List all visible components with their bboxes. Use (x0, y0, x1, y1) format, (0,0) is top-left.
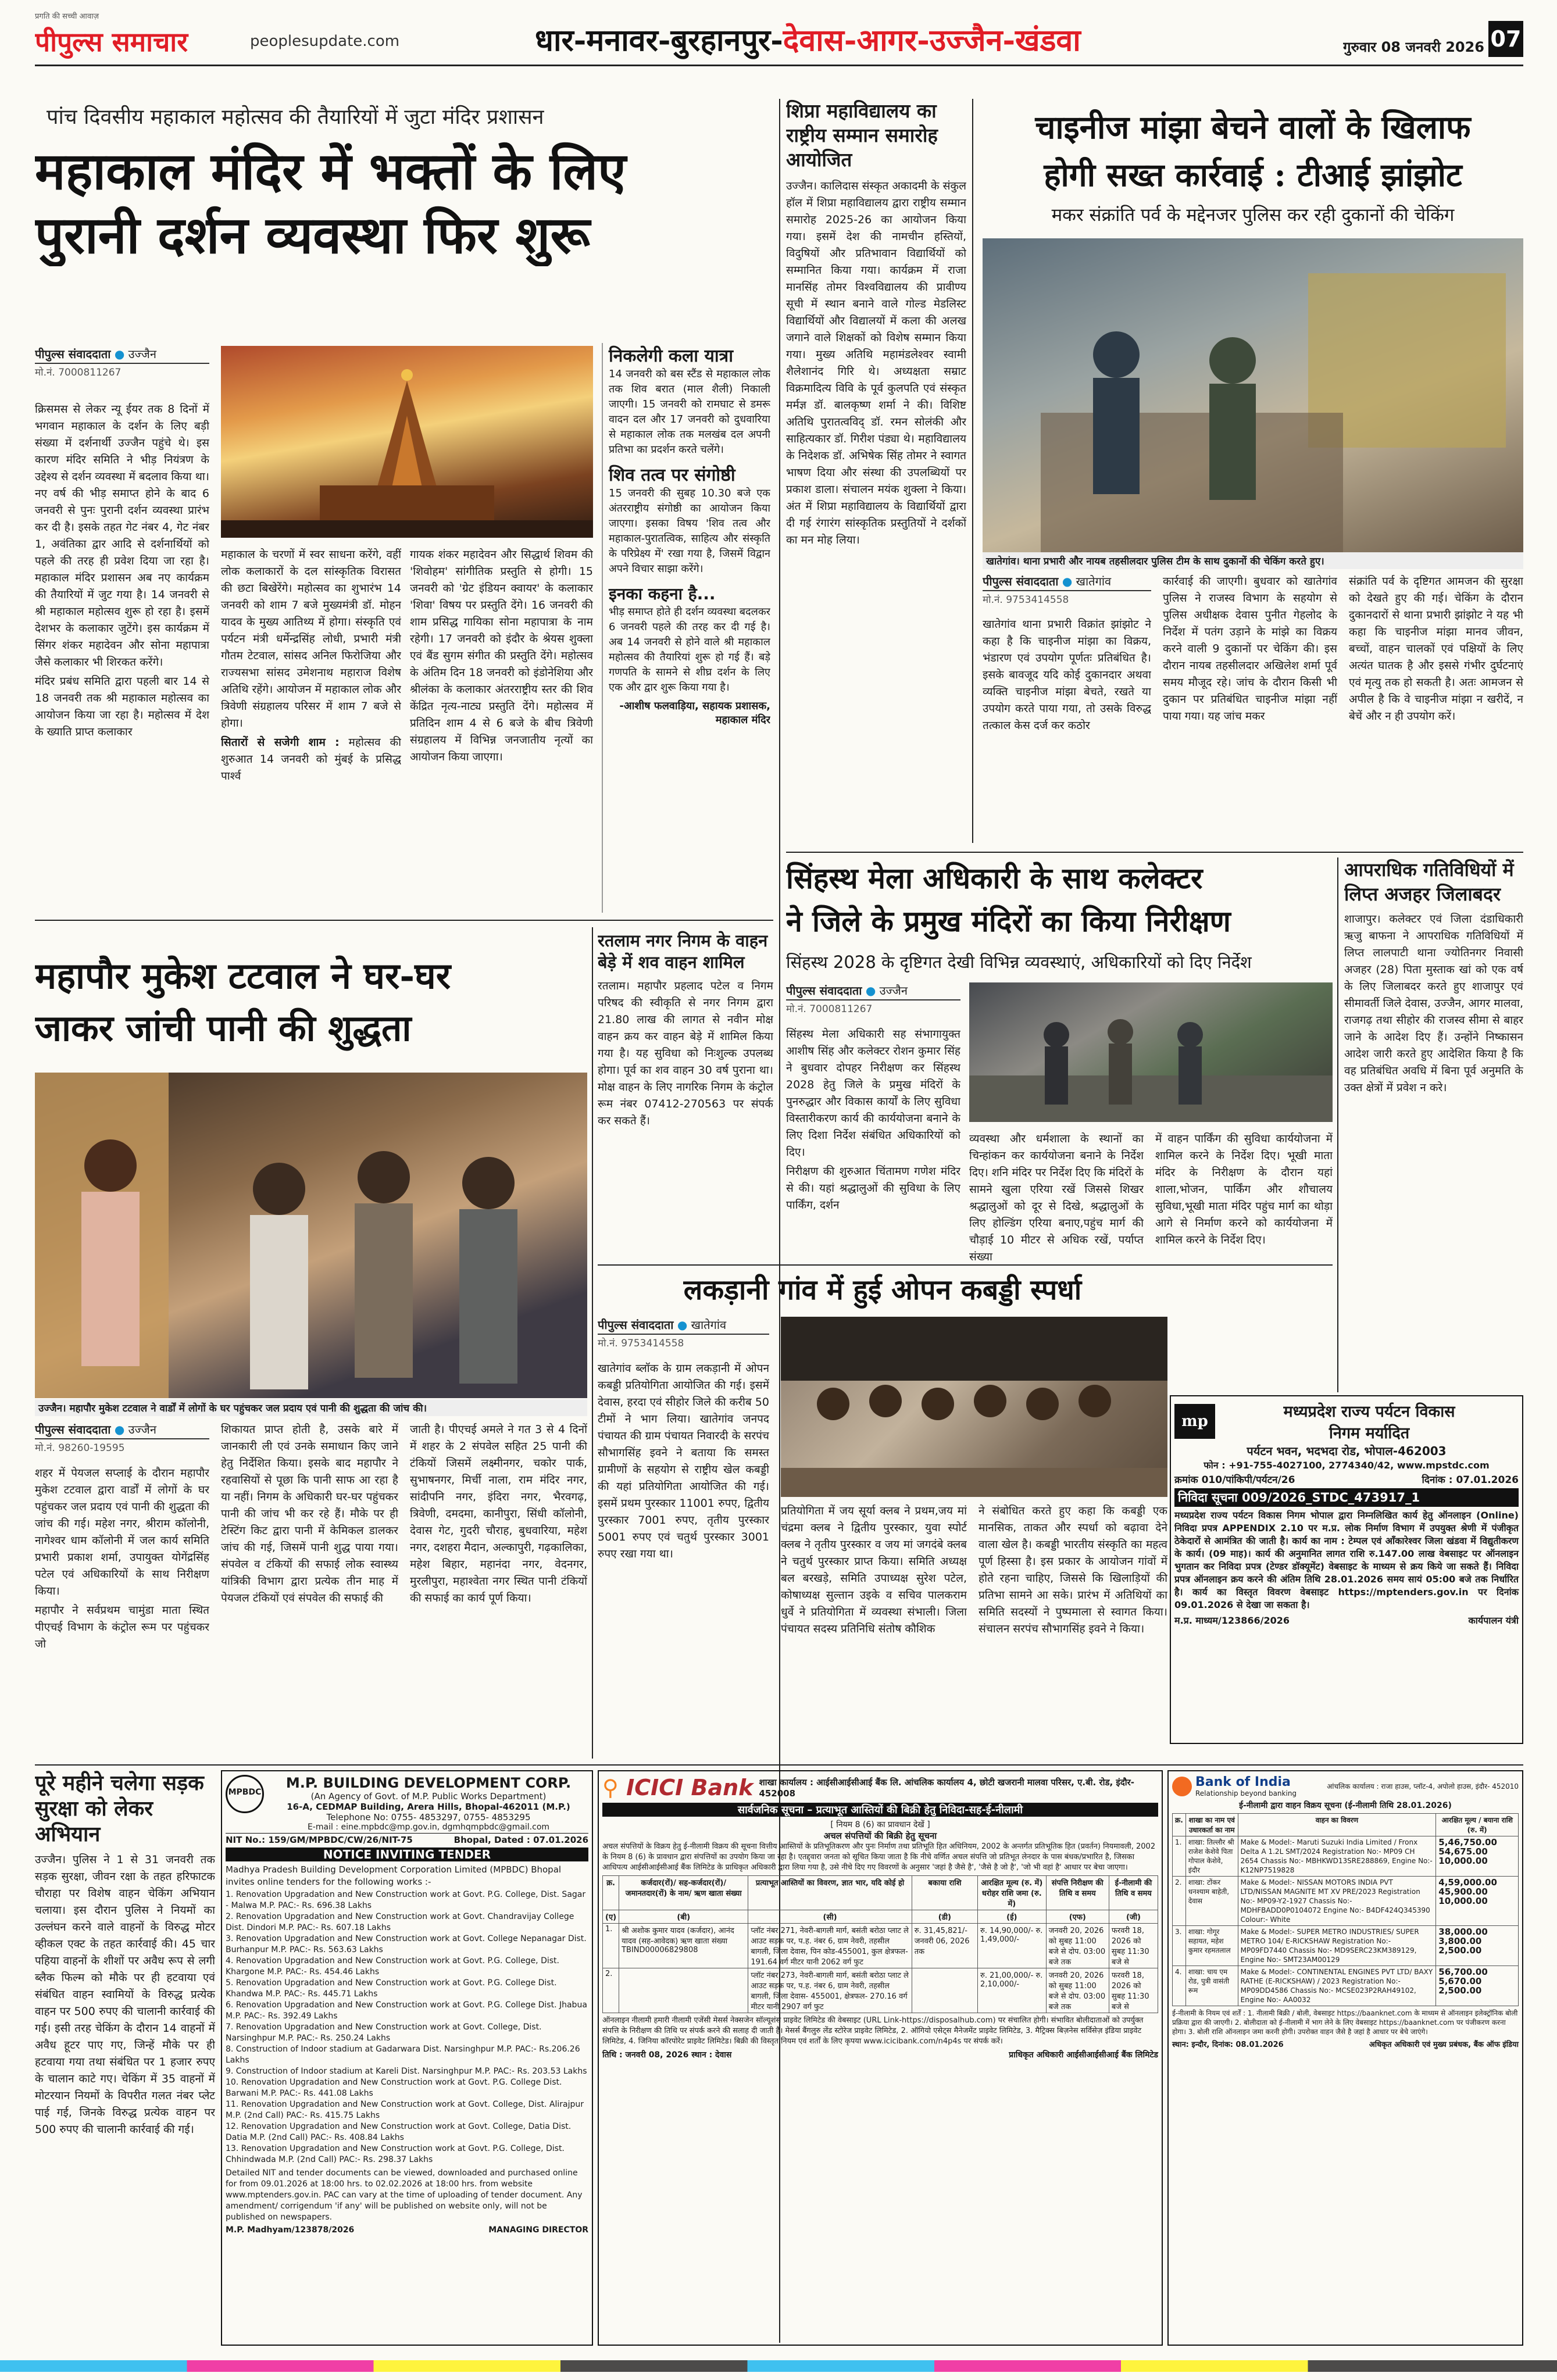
table-header-cell: क्र. (603, 1876, 619, 1910)
table-header-cell: (ए) (603, 1910, 619, 1924)
mptdc-ref: क्रमांक 010/पांकिपी/पर्यटन/26 (1174, 1474, 1295, 1486)
mpbdc-address: 16-A, CEDMAP Building, Arera Hills, Bhopal-462011 (M.P.) (287, 1802, 570, 1812)
table-cell: शाखा: चाय एम रोड, पुत्री वासंती रूम (1185, 1966, 1238, 2006)
story-shipra (786, 99, 966, 849)
icici-auction-ad (598, 1770, 1163, 2346)
list-item: 7. Renovation Upgradation and New Construction work at Govt. College, Dist. Narsinghpur M.P. PAC:- Rs. 250.24 Lakhs (226, 2022, 542, 2043)
story-paragraph: महाकाल के चरणों में स्वर साधना करेंगे, वहीं लोक कलाकारों के दल सांस्कृतिक विरासत की छटा बिखेरेंगे। महोत्सव का शुभारंभ 14 जनवरी को शाम 7 बजे मुख्यमंत्री डॉ. मोहन यादव के मुख्य आतिथ्य में होगा। संस्कृति एवं पर्यटन मंत्री धर्मेन्द्रसिंह लोधी, प्रभारी मंत्री गौतम टेटवाल, सांसद अनिल फिरोजिया और राज्यसभा सांसद उमेशनाथ महाराज विशेष अतिथि रहेंगे। आयोजन में महाकाल लोक और त्रिवेणी संग्रहालय परिसर में शाम 7 बजे से होगा। (221, 548, 401, 730)
list-item: 10. Renovation Upgradation and New Construction work at Govt. P.G. College Dist. Barwani M.P. PAC:- Rs. 441.08 Lakhs (226, 2078, 562, 2098)
masthead-page-no: 07 (1488, 21, 1523, 57)
story-body: संक्रांति पर्व के दृष्टिगत आमजन की सुरक्षा को देखते हुए की गई। चेकिंग के दौरान दुकानदारों से थाना प्रभारी झांझोट ने यह भी कहा कि चाइनीज मांझा मानव जीवन, बच्चों, वाहन चालकों एवं पक्षियों के लिए अत्यंत घातक है और इससे गंभीर दुर्घटनाएं एवं मृत्यु तक हो सकती है। अतः आमजन से अपील है कि वे चाइनीज मांझा न खरीदें, न बेचें और न ही उपयोग करें। (1349, 575, 1523, 723)
table-cell: रु. 21,00,000/- रु. 2,10,000/- (978, 1968, 1047, 2013)
byline-name: पीपुल्स संवाददाता (786, 984, 862, 998)
table-body (603, 1924, 1158, 2013)
mpbdc-notice-title: NOTICE INVITING TENDER (226, 1847, 588, 1861)
story-paragraph: निरीक्षण की शुरुआत चिंतामण गणेश मंदिर से की। यहां श्रद्धालुओं की सुविधा के लिए पार्किंग, दर्शन (786, 1165, 960, 1212)
byline-mobile: मो.नं. 9753414558 (598, 1338, 684, 1349)
table-header-cell: (बी) (619, 1910, 748, 1924)
story-headline: महापौर मुकेश टटवाल ने घर-घर (35, 955, 451, 997)
mptdc-phone: फोन : +91-755-4027100, 2774340/42, www.mpstdc.com (1204, 1460, 1490, 1471)
boi-sign: अधिकृत अधिकारी एवं मुख्य प्रबंधक, बैंक ऑफ इंडिया (1369, 2040, 1519, 2049)
byline-name: पीपुल्स संवाददाता (35, 347, 111, 361)
mptdc-org: निगम मर्यादित (1329, 1424, 1410, 1442)
story-paragraph: क्रिसमस से लेकर न्यू ईयर तक 8 दिनों में भगवान महाकाल के दर्शन के लिए बड़ी संख्या में दर्शनार्थी उज्जैन पहुंचे थे। इस कारण मंदिर समिति ने भीड़ नियंत्रण के उद्देश्य से दर्शन व्यवस्था में बदलाव किया था। नए वर्ष की भीड़ समाप्त होने के बाद 6 जनवरी से पुनः पुरानी दर्शन व्यवस्था प्रारंभ कर दी है। इसके तहत गेट नंबर 4, गेट नंबर 1, अवंतिका द्वार आदि से दर्शनार्थियों को पहले की तरह ही प्रवेश दिया जा रहा है। महाकाल मंदिर प्रशासन अब नए कार्यक्रम की तैयारियों में जुट गया है। 14 जनवरी से श्री महाकाल महोत्सव शुरू हो रहा है। इसमें देशभर के कलाकार जुटेंगे। इस कार्यक्रम में सिंगर शंकर महादेवन और सोना महापात्रा जैसे कलाकार भी शिरकत करेंगे। (35, 403, 209, 669)
story-headline: शिप्रा महाविद्यालय का राष्ट्रीय सम्मान समारोह आयोजित (786, 99, 938, 171)
boi-office: आंचलिक कार्यालय : राजा हाउस, प्लॉट-4, अपोलो हाउस, इंदौर- 452010 (1327, 1782, 1519, 1791)
icici-date-place: तिथि : जनवरी 08, 2026 स्थान : देवास (602, 2050, 732, 2060)
table-cell: जनवरी 20, 2026 को सुबह 11:00 बजे से दोप. 03:00 बजे तक (1046, 1924, 1109, 1968)
byline-mobile: मो.नं. 9753414558 (983, 594, 1069, 606)
column-divider (1337, 857, 1338, 1392)
boi-vehicle-table (1172, 1813, 1519, 2006)
mpbdc-emblem-icon: MPBDC (226, 1775, 264, 1813)
mpbdc-org: M.P. BUILDING DEVELOPMENT CORP. (285, 1775, 572, 1791)
story-body: शाजापुर। कलेक्टर एवं जिला दंडाधिकारी ऋजु बाफना ने आपराधिक गतिविधियों में लिप्त लालपाटी थाना ज्योतिनगर निवासी अजहर (28) पिता मुस्ताक खां को एक वर्ष के लिए जिलाबदर करते हुए शाजापुर एवं सीमावर्ती जिले देवास, उज्जैन, आगर मालवा, राजगढ़ तथा सीहोर की राजस्व सीमा से बाहर जाने के आदेश दिए हैं। उन्होंने निष्कासन आदेश जारी करते हुए आदेशित किया है कि वह प्रतिबंधित अवधि में बिना पूर्व अनुमति के उक्त क्षेत्रों में प्रवेश न करे। (1344, 913, 1523, 1094)
story-sidebar (602, 343, 770, 913)
list-item: 13. Renovation Upgradation and New Construction work at Govt. P.G. College, Dist. Chhindwada M.P. (2nd Call) PAC:- Rs. 298.37 Lakhs (226, 2144, 565, 2164)
byline-dot: ● (865, 984, 876, 998)
masthead-region (535, 19, 1349, 60)
story-deck: मकर संक्रांति पर्व के मद्देनजर पुलिस कर रही दुकानों की चेकिंग (1051, 205, 1455, 226)
boi-auction-ad (1167, 1770, 1523, 2346)
mpbdc-tender-ad (221, 1770, 593, 2346)
icici-sub: अचल संपत्तियों की बिक्री हेतु सूचना (823, 1831, 937, 1841)
boi-logo-icon (1172, 1777, 1192, 1796)
table-cell: 4,59,000.00 45,900.00 10,000.00 (1436, 1877, 1519, 1926)
story-body: जाती है। पीएचई अमले ने गत 3 से 4 दिनों में शहर के 2 संपवेल सहित 25 पानी की टंकियों जिसमें लक्ष्मीनगर, चकोर पार्क, सुभाषनगर, मिर्ची नाला, राम मंदिर नगर, सांदीपनि नगर, इंदिरा नगर, भैरवगढ़, त्रिवेणी, दमदमा, कानीपुरा, सिंधी कॉलोनी, देवास गेट, गुदरी चौराह, बुधवारिया, महेश नगर, दशहरा मैदान, अल्कापुरी, गढ़कालिका, महेश बिहार, महानंदा नगर, वेदनगर, मुरलीपुरा, महाश्वेता नगर स्थित पानी टंकियों की सफाई का कार्य पूर्ण किया। (410, 1423, 587, 1604)
photo-caption: उज्जैन। महापौर मुकेश टटवाल ने वार्डों में लोगों के घर पहुंचकर जल प्रदाय एवं पानी की शुद्धता की जांच की। (35, 1399, 587, 1416)
kabaddi-team-illustration (781, 1317, 1167, 1497)
table-cell: Make & Model:- CONTINENTAL ENGINES PVT LTD/ BAXY RATHE (E-RICKSHAW) / 2023 Registration No:- MP09DD4586 Chassis No:- MCSE023P2RAH49102, Engine No:- AA0032 (1238, 1966, 1436, 2006)
table-cell: Make & Model:- NISSAN MOTORS INDIA PVT LTD/NISSAN MAGNITE MT XV PRE/2023 Registration No:- MP09-Y2-1927 Chassis No:- MDHFBADD0P0104072 Engine No:- B4DF424Q345390 Colour:- White (1238, 1877, 1436, 1926)
sidebar-title: निकलेगी कला यात्रा (609, 346, 733, 366)
story-ajhar (1344, 857, 1523, 1392)
boi-bank-name: Bank of India (1195, 1775, 1291, 1789)
mpbdc-footer: Detailed NIT and tender documents can be viewed, downloaded and purchased online for from 09.01.2026 at 18:00 hrs. to 02.02.2026 at 18:00 hrs. from website www.mptenders.gov.in. PAC can vary at the time of uploading of tender document. Any amendment/ corrigendum 'if any' will be published on website only, will not be published on newspapers. (226, 2168, 583, 2222)
story-ratlam (598, 930, 773, 1256)
story-headline: आपराधिक गतिविधियों में लिप्त अजहर जिलाबदर (1344, 859, 1514, 905)
mpbdc-tel: Telephone No: 0755- 4853297, 0755- 4853295 (326, 1812, 531, 1822)
section-divider (598, 1264, 1333, 1266)
shop-scene-illustration (983, 238, 1523, 552)
table-cell: 4. (1173, 1966, 1186, 2006)
icici-property-table (602, 1875, 1158, 2013)
table-cell: प्लॉट नंबर 273, नेवरी-बागली मार्ग, बसंती बरोठा प्लाट ले आउट सड़क पर, प.ह. नंबर 6, ग्राम नेवरी, तहसील बागली, जिला देवास- 455001, क्षेत्रफल- 270.16 वर्ग मीटर यानी 2907 वर्ग फुट (748, 1968, 912, 2013)
icici-logo (602, 1775, 753, 1800)
story-body: ने संबोधित करते हुए कहा कि कबड्डी एक मानसिक, ताकत और स्पर्धा को बढ़ावा देने वाला खेल है। कबड्डी भारतीय संस्कृति का महत्व पूर्ण हिस्सा है। इस प्रकार के आयोजन गांवों में होते रहना चाहिए, जिससे कि खिलाड़ियों की प्रतिभा सामने आ सके। प्रारंभ में अतिथियों का समिति सदस्यों ने पुष्पमाला से स्वागत किया। संचालन सरपंच सौभागसिंह इवने ने किया। (979, 1505, 1167, 1635)
mayor-water-photo (35, 1073, 587, 1398)
story-headline: चाइनीज मांझा बेचने वालों के खिलाफ (1035, 108, 1471, 146)
table-header-cell: आरक्षित मूल्य (रु. में) धरोहर राशि जमा (रु. में) (978, 1876, 1047, 1910)
table-header-cell: ई-नीलामी की तिथि व समय (1109, 1876, 1158, 1910)
story-body: शिकायत प्राप्त होती है, उसके बारे में जानकारी ली एवं उनके समाधान किए जाने हेतु निर्देशित किया। इसके बाद महापौर ने रहवासियों से पूछा कि पानी साफ आ रहा है या नहीं। निगम के अधिकारी घर-घर पहुंचकर पानी की जांच भी कर रहे हैं। मौके पर ही टेस्टिंग किट द्वारा पानी में केमिकल डालकर जांच की गई, जिसमें पानी शुद्ध पाया गया। संपवेल व टंकियों की सफाई लोक स्वास्थ्य यांत्रिकी विभाग द्वारा प्रत्येक तीन माह में पेयजल टंकियों एवं संपवेल की सफाई की (221, 1423, 398, 1604)
table-cell: श्री अशोक कुमार यादव (कर्जदार), आनंद यादव (सह-आवेदक) ऋण खाता संख्या TBIND00006829808 (619, 1924, 748, 1968)
mahakal-temple-photo (221, 346, 593, 538)
mpbdc-madhyam: M.P. Madhyam/123878/2026 (226, 2225, 355, 2235)
story-headline: महाकाल मंदिर में भक्तों के लिए (35, 141, 626, 201)
mptdc-logo-icon: mp (1174, 1404, 1215, 1439)
mptdc-body: मध्यप्रदेश राज्य पर्यटन विकास निगम भोपाल द्वारा निम्नलिखित कार्य हेतु ऑनलाइन (Online) निविदा प्रपत्र APPENDIX 2.10 पर म.प्र. लोक निर्माण विभाग में उपयुक्त श्रेणी में पंजीकृत ठेकेदारों से आमंत्रित की जाती है। कार्य का नाम : टेम्पल एवं ऑंकारेश्वर जिला खंडवा में विद्युतीकरण के कार्य। (09 माह)। कार्य की अनुमानित लागत राशि रु.147.00 लाख वेबसाइट पर ऑनलाइन भुगतान कर निविदा प्रपत्र (टेण्डर डॉक्यूमेंट) वेबसाइट के माध्यम से क्रय किये जा सकते हैं। निविदा प्रपत्र ऑनलाइन क्रय करने की अंतिम तिथि 28.01.2026 समय सायं 05:00 बजे तक निर्धारित है। कार्य का विस्तृत विवरण वेबसाइट https://mptenders.gov.in पर दिनांक 09.01.2026 से देखा जा सकता है। (1174, 1510, 1519, 1610)
column-divider (592, 927, 593, 1759)
table-header-cell: कर्जदार(रों)/ सह-कर्जदार(रों)/ जमानतदार(रों) के नाम/ ऋण खाता संख्या (619, 1876, 748, 1910)
story-simhastha (786, 857, 1333, 1305)
mpbdc-nit-no: NIT No.: 159/GM/MPBDC/CW/26/NIT-75 (226, 1835, 413, 1845)
mpbdc-sign: MANAGING DIRECTOR (488, 2225, 588, 2235)
story-subhead: सितारों से सजेगी शाम : (221, 736, 340, 749)
quote-text: भीड़ समाप्त होते ही दर्शन व्यवस्था बदलकर 6 जनवरी पहले की तरह कर दी गई है। अब 14 जनवरी से होने वाले श्री महाकाल महोत्सव की तैयारियां शुरू हो गई हैं। बड़े गणपति के सामने से शीघ्र दर्शन के लिए एक और द्वार शुरू किया गया है। (609, 606, 770, 694)
story-body (221, 546, 401, 913)
list-item: 5. Renovation Upgradation and New Construction work at Govt. P.G. College Dist. Khandwa M.P. PAC:- Rs. 445.71 Lakhs (226, 1978, 557, 1999)
story-body: खातेगांव थाना प्रभारी विक्रांत झांझोट ने कहा है कि चाइनीज मांझा का विक्रय, भंडारण एवं उपयोग पूर्णतः प्रतिबंधित है। इसके बावजूद यदि कोई दुकानदार अथवा व्यक्ति चाइनीज मांझा बेचते, रखते या उपयोग करते पाया गया, तो उसके विरुद्ध तत्काल केस दर्ज कर कठोर (983, 618, 1151, 732)
masthead-site: peoplesupdate.com (250, 33, 400, 50)
table-header-cell: (एफ) (1046, 1910, 1109, 1924)
column-divider (972, 99, 973, 843)
story-headline: सिंहस्थ मेला अधिकारी के साथ कलेक्टर (786, 861, 1203, 895)
table-cell: Make & Model:- Maruti Suzuki India Limited / Fronx Delta A 1.2L SMT/2024 Registration No:- MP09 CH 2654 Chassis No:- MBHKWD13SRE288869, Engine No:- K12NP7519828 (1238, 1836, 1436, 1877)
list-item: 8. Construction of Indoor stadium at Gadarwara Dist. Narsinghpur M.P. PAC:- Rs.206.26 Lakhs (226, 2045, 580, 2065)
story-water (35, 927, 587, 1759)
table-header-cell: (डी) (912, 1910, 977, 1924)
table-cell: 1. (1173, 1836, 1186, 1877)
story-paragraph: महोत्सव की शुरुआत 14 जनवरी को मुंबई के प्रसिद्ध पार्श्व (221, 736, 401, 782)
story-manjha (983, 99, 1523, 849)
list-item: 2. Renovation Upgradation and New Construction work at Govt. Chandravijay College Dist. Dindori M.P. PAC:- Rs. 607.18 Lakhs (226, 1912, 574, 1932)
kabaddi-team-photo (781, 1317, 1167, 1497)
icici-rule: [ नियम 8 (6) का प्रावधान देखें ] (830, 1820, 930, 1829)
icici-notice-strip: सार्वजनिक सूचना – प्रत्याभूत आस्तियों की बिक्री हेतु निविदा-सह-ई-नीलामी (602, 1803, 1158, 1817)
icici-bank-name: ICICI Bank (626, 1775, 753, 1800)
table-cell: 5,46,750.00 54,675.00 10,000.00 (1436, 1836, 1519, 1877)
table-header-row (603, 1876, 1158, 1910)
table-cell (619, 1968, 748, 2013)
table-header-cell: (जी) (1109, 1910, 1158, 1924)
byline-name: पीपुल्स संवाददाता (983, 574, 1059, 588)
table-row (603, 1924, 1158, 1968)
story-headline: रतलाम नगर निगम के वाहन बेड़े में शव वाहन शामिल (598, 931, 768, 972)
masthead-tagline: प्रगति की सच्ची आवाज़ (35, 12, 99, 21)
table-cell: शाखा: गोगूर सहायत, महेश कुमार रहमतलाल (1185, 1926, 1238, 1966)
story-body: उज्जैन। कालिदास संस्कृत अकादमी के संकुल हॉल में शिप्रा महाविद्यालय द्वारा राष्ट्रीय सम्मान समारोह 2025-26 का आयोजन किया गया। इसमें देश की नामचीन हस्तियों, विदुषियों और प्रतिभावान विद्यार्थियों को सम्मानित किया गया। कार्यक्रम में राजा मानसिंह तोमर विश्वविद्यालय की प्रावीण्य सूची में स्थान बनाने वाले गोल्ड मेडलिस्ट विद्यार्थियों और विद्यालयों में कला की अलख जगाने वाले शिक्षकों को विशेष सम्मान किया गया। मुख्य अतिथि महामंडलेश्वर स्वामी शैलेशानंद गिरि थे। अध्यक्षता सम्राट विक्रमादित्य विवि के पूर्व कुलपति एवं संस्कृत मर्मज्ञ डॉ. बालकृष्ण शर्मा ने की। विशिष्ट अतिथि पुरातत्वविद् डॉ. रमन सोलंकी और साहित्यकार डॉ. गिरीश पंड्या थे। महाविद्यालय के निदेशक डॉ. अभिषेक सिंह तोमर ने स्वागत भाषण दिया और संस्था की उपलब्धियों पर प्रकाश डाला। संचालन मयंक शुक्ला ने किया। अंत में शिप्रा महाविद्यालय के विद्यार्थियों द्वारा दी गई रंगारंग सांस्कृतिक प्रस्तुतियों ने दर्शकों का मन मोह लिया। (786, 180, 966, 546)
byline-dot: ● (114, 1423, 125, 1436)
sidebar-text: 15 जनवरी की सुबह 10.30 बजे एक अंतरराष्ट्रीय संगोष्ठी का आयोजन किया जाएगा। इसका विषय 'शिव तत्व और महाकाल-पुरातत्विक, साहित्य और संस्कृति के परिप्रेक्ष्य में' रखा गया है, जिसमें विद्वान अपने विचार साझा करेंगे। (609, 487, 770, 575)
mptdc-sign: कार्यपालन यंत्री (1468, 1615, 1519, 1626)
table-header-cell: वाहन का विवरण (1238, 1814, 1436, 1836)
table-cell: 2. (603, 1968, 619, 2013)
story-paragraph: शहर में पेयजल सप्लाई के दौरान महापौर मुकेश टटवाल द्वारा वार्डों में लोगों के घर पहुंचकर जल प्रदाय एवं पानी की शुद्धता की जांच की गई। महेश नगर, श्रीराम कॉलोनी, नागेश्वर धाम कॉलोनी में जल कार्य समिति प्रभारी प्रकाश शर्मा, उपायुक्त योगेंद्रसिंह पटेल एवं अधिकारियों के साथ निरीक्षण किया। (35, 1467, 209, 1598)
masthead-logo: पीपुल्स समाचार (35, 26, 188, 58)
story-body (35, 401, 209, 913)
icici-sign: प्राधिकृत अधिकारी आईसीआईसीआई बैंक लिमिटेड (1009, 2050, 1158, 2060)
table-header-cell: बकाया राशि (912, 1876, 977, 1910)
table-header-row (1173, 1814, 1519, 1836)
story-paragraph: सिंहस्थ मेला अधिकारी सह संभागायुक्त आशीष सिंह और कलेक्टर रोशन कुमार सिंह ने बुधवार दोपहर निरीक्षण कर सिंहस्थ 2028 हेतु जिले के प्रमुख मंदिरों के पुनरुद्धार और विकास कार्यों के लिए सुविधा विस्तारीकरण कार्य की कार्ययोजना बनाने के लिए दिशा निर्देश संबंधित अधिकारियों को दिए। (786, 1028, 960, 1159)
byline-mobile: मो.नं. 7000811267 (35, 367, 122, 378)
story-headline: लकड़ानी गांव में हुई ओपन कबड्डी स्पर्धा (683, 1274, 1082, 1306)
section-divider (35, 920, 773, 921)
boi-footer: ई-नीलामी के नियम एवं शर्तें : 1. नीलामी बिक्री / बोली, वेबसाइट https://baanknet.com के माध्यम से ऑनलाइन इलेक्ट्रॉनिक बोली प्रक्रिया द्वारा की जाएगी। 2. बोलीदाता को ई-नीलामी में भाग लेने के लिए वेबसाइट https://baanknet.com पर पंजीकरण करना होगा। 3. बोली राशि ऑनलाइन जमा करनी होगी। उपरोक्त वाहन जैसे है जहां है आधार पर बेचे जाएंगे। (1172, 2009, 1518, 2036)
quote-attribution: -आशीष फलवाड़िया, सहायक प्रशासक, महाकाल मंदिर (619, 700, 770, 726)
list-item: 6. Renovation Upgradation and New Construction work at Govt. P.G. College Dist. Jhabua M.P. PAC:- Rs. 392.49 Lakhs (226, 2000, 587, 2021)
temple-illustration (221, 346, 593, 538)
boi-tag: Relationship beyond banking (1195, 1789, 1297, 1797)
quote-title: इनका कहना है... (609, 584, 716, 603)
story-byline (35, 346, 209, 378)
table-header-cell: (ई) (978, 1910, 1047, 1924)
story-byline (786, 982, 960, 1015)
masthead (35, 10, 1523, 66)
story-headline: ने जिले के प्रमुख मंदिरों का किया निरीक्षण (786, 904, 1231, 938)
story-headline: होगी सख्त कार्रवाई : टीआई झांझोट (1044, 156, 1462, 194)
table-cell: प्लॉट नंबर 271, नेवरी-बागली मार्ग, बसंती बरोठा प्लाट ले आउट सड़क पर, प.ह. नंबर 6, ग्राम नेवरी, तहसील बागली, जिला देवास, पिन कोड-455001, कुल क्षेत्रफल- 191.64 वर्ग मीटर यानी 2062 वर्ग फुट (748, 1924, 912, 1968)
table-row (1173, 1926, 1519, 1966)
story-body: रतलाम। महापौर प्रहलाद पटेल व निगम परिषद की स्वीकृति से नगर निगम द्वारा 21.80 लाख की लागत से नवीन मोक्ष वाहन क्रय कर वाहन बेड़े में शामिल किया गया है। यह सुविधा को निःशुल्क उपलब्ध होगा। पूर्व का शव वाहन 30 वर्ष पुराना था। मोक्ष वाहन के लिए नागरिक निगम के कंट्रोल रूम नंबर 07412-270563 पर संपर्क कर सकते हैं। (598, 980, 773, 1127)
story-paragraph: गायक शंकर महादेवन और सिद्धार्थ शिवम की 'शिवोहम' सांगीतिक प्रस्तुति से होगी। 15 जनवरी को 'ग्रेट इंडियन क्वायर' के कलाकार 'शिवा' विषय पर प्रस्तुति देंगे। 16 जनवरी की शाम प्रसिद्ध गायिका सोना महापात्रा के नाम रहेगी। 17 जनवरी को इंदौर के श्रेयस शुक्ला एवं बैंड सुगम संगीत की प्रस्तुति देंगे। महोत्सव के अंतिम दिन 18 जनवरी को इंडोनेशिया और श्रीलंका के कलाकार अंतरराष्ट्रीय स्तर की शिव केंद्रित नृत्य-नाट्य प्रस्तुति देंगे। महोत्सव में प्रतिदिन शाम 4 से 6 बजे के बीच त्रिवेणी संग्रहालय में विभिन्न जनजातीय नृत्यों का आयोजन किया जाएगा। (410, 548, 593, 763)
story-byline (598, 1317, 769, 1349)
police-checking-photo (983, 238, 1523, 552)
masthead-region-a: धार-मनावर-बुरहानपुर- (535, 23, 783, 58)
table-cell: 38,000.00 3,800.00 2,500.00 (1436, 1926, 1519, 1966)
boi-date-place: स्थान: इन्दौर, दिनांक: 08.01.2026 (1172, 2040, 1284, 2049)
table-cell: रु. 31,45,821/- जनवरी 06, 2026 तक (912, 1924, 977, 1968)
byline-mobile: मो.नं. 98260-19595 (35, 1442, 125, 1454)
section-divider (35, 1764, 1523, 1766)
byline-name: पीपुल्स संवाददाता (35, 1423, 111, 1436)
story-body: व्यवस्था और धर्मशाला के स्थानों का चिन्हांकन कर कार्ययोजना बनाने के निर्देश दिए। शनि मंदिर पर निर्देश दिए कि मंदिरों के सामने खुला एरिया रखें जिससे शिखर श्रद्धालुओं को दूर से दिखे, श्रद्धालुओं के लिए होल्डिंग एरिया बनाए,पहुंच मार्ग की चौड़ाई 10 मीटर से अधिक रखें, पर्याप्त संख्या (969, 1132, 1144, 1263)
table-cell: 2. (1173, 1877, 1186, 1926)
story-body: कार्रवाई की जाएगी। बुधवार को खातेगांव पुलिस ने राजस्व विभाग के सहयोग से पुलिस अधीक्षक देवास पुनीत गेहलोद के निर्देश में पतंग उड़ाने के मांझे का विक्रय करने वाली 9 दुकानों पर चेकिंग की। इस दौरान नायब तहसीलदार अखिलेश शर्मा पूर्व समय मौजूद रहे। जांच के दौरान किसी भी दुकान पर प्रतिबंधित चाइनीज मांझा नहीं पाया गया। यह जांच मकर (1163, 575, 1337, 723)
table-cell: 56,700.00 5,670.00 2,500.00 (1436, 1966, 1519, 2006)
icici-logo-icon: ⚲ (602, 1775, 619, 1800)
story-headline: जाकर जांची पानी की शुद्धता (35, 1007, 412, 1049)
officials-illustration (969, 982, 1333, 1122)
section-divider (786, 852, 1523, 853)
table-cell: Make & Model:- SUPER METRO INDUSTRIES/ SUPER METRO 104/ E-RICKSHAW Registration No:- MP09FD7440 Chassis No:- MD9SERC23KM389129, Engine No:- SMT23AM00129 (1238, 1926, 1436, 1966)
table-row (603, 1968, 1158, 2013)
mptdc-address: पर्यटन भवन, भदभदा रोड, भोपाल-462003 (1247, 1444, 1447, 1458)
icici-intro: अचल संपत्तियों के विक्रय हेतु ई-नीलामी विक्रय की सूचना वित्तीय आस्तियों के प्रतिभूतिकरण और पुनः निर्माण तथा प्रतिभूति हित अधिनियम, 2002 के अन्तर्गत प्रतिभूतिक हित (प्रवर्तन) नियमावली, 2002 के नियम 8 (6) के प्रावधान द्वारा संपत्तियों का उपयोग किया जा रहा है। एतद्द्वारा जनता को सूचित किया जाता है कि नीचे वर्णित अचल संपत्ति जो प्रतिभूत लेनदार के पास बंधक/प्रभारित है, जिसका आधिपत्य आईसीआईसीआई बैंक लिमिटेड के प्राधिकृत अधिकारी द्वारा लिया गया है, उसे नीचे दिए गए विवरणों के अनुसार 'जहां है जैसे है', 'जैसे है जो है', 'जो भी वहां है' आधार पर बेचा जाएगा। (602, 1842, 1156, 1872)
byline-place: उज्जैन (879, 984, 908, 998)
story-deck: सिंहस्थ 2028 के दृष्टिगत देखी विभिन्न व्यवस्थाएं, अधिकारियों को दिए निर्देश (786, 952, 1252, 972)
table-cell: जनवरी 20, 2026 को सुबह 11:00 बजे से दोप. 03:00 बजे तक (1046, 1968, 1109, 2013)
story-headline: पुरानी दर्शन व्यवस्था फिर शुरू (35, 205, 590, 265)
table-row (1173, 1966, 1519, 2006)
mptdc-notice-bar: निविदा सूचना 009/2026_STDC_473917_1 (1174, 1488, 1519, 1507)
table-cell: शाखा: तिल्लौर श्री राजेश केशेवे पिता गोपाल केशेवे, इंदौर (1185, 1836, 1238, 1877)
list-item: 4. Renovation Upgradation and New Construction work at Govt. P.G. College, Dist. Khargone M.P. PAC:- Rs. 454.46 Lakhs (226, 1956, 559, 1977)
table-header-cell: प्रत्याभूत आस्तियों का विवरण, ज्ञात भार, यदि कोई हो (748, 1876, 912, 1910)
table-header-cell: आरक्षित मूल्य / बयाना राशि (रु. में) (1436, 1814, 1519, 1836)
mptdc-org: मध्यप्रदेश राज्य पर्यटन विकास (1283, 1403, 1455, 1421)
story-paragraph: मंदिर प्रबंध समिति द्वारा पहली बार 14 से 18 जनवरी तक श्री महाकाल महोत्सव का आयोजन किया जा रहा है। महोत्सव में देश के ख्याति प्राप्त कलाकार (35, 675, 209, 738)
table-cell: फरवरी 18, 2026 को सुबह 11:30 बजे से (1109, 1924, 1158, 1968)
photo-caption: खातेगांव। थाना प्रभारी और नायब तहसीलदार पुलिस टीम के साथ दुकानों की चेकिंग करते हुए। (983, 552, 1523, 569)
story-body (786, 1026, 960, 1305)
story-kicker: पांच दिवसीय महाकाल महोत्सव की तैयारियों में जुटा मंदिर प्रशासन (47, 105, 544, 129)
table-cell: रु. 14,90,000/- रु. 1,49,000/- (978, 1924, 1047, 1968)
masthead-date: गुरुवार 08 जनवरी 2026 (1343, 39, 1485, 55)
byline-dot: ● (114, 347, 125, 361)
mptdc-tender-ad (1170, 1395, 1523, 1744)
registration-marks (0, 2360, 1557, 2372)
mpbdc-nit-date: Bhopal, Dated : 07.01.2026 (453, 1835, 588, 1845)
byline-place: उज्जैन (128, 1423, 156, 1436)
byline-place: खातेगांव (691, 1318, 727, 1332)
list-item: 1. Renovation Upgradation and New Construction work at Govt. P.G. College, Dist. Sagar - Malwa M.P. PAC:- Rs. 696.38 Lakhs (226, 1890, 586, 1910)
list-item: 9. Construction of Indoor stadium at Kareli Dist. Narsinghpur M.P. PAC:- Rs. 203.53 Lakhs (226, 2067, 587, 2076)
story-body: प्रतियोगिता में जय सूर्या क्लब ने प्रथम,जय मां चंद्रमा क्लब ने द्वितीय पुरस्कार, युवा स्पोर्ट क्लब ने तृतीय पुरस्कार व जय मां जगदंबे क्लब ने चतुर्थ पुरस्कार प्राप्त किया। समिति अध्यक्ष बल बरखड़े, समिति उपाध्यक्ष सुरेश पटेल, कोषाध्यक्ष सुल्तान उइके व सचिव पालकराम धुर्वे ने प्रतियोगिता में व्यवस्था संभाली। जिला पंचायत सदस्य प्रतिनिधि संतोष कौशिक (781, 1505, 967, 1635)
story-headline: पूरे महीने चलेगा सड़क सुरक्षा को लेकर अभियान (35, 1771, 204, 1846)
byline-place: खातेगांव (1076, 574, 1112, 588)
byline-dot: ● (677, 1318, 688, 1332)
byline-place: उज्जैन (128, 347, 156, 361)
story-body (35, 1465, 209, 1759)
byline-dot: ● (1062, 574, 1073, 588)
table-cell: 3. (1173, 1926, 1186, 1966)
story-byline (35, 1421, 209, 1454)
mpbdc-sub: (An Agency of Govt. of M.P. Public Works Department) (310, 1791, 547, 1802)
story-byline (983, 573, 1151, 606)
table-cell: शाखा: टोंकर धनश्याम बाहेती, देवास (1185, 1877, 1238, 1926)
table-row (1173, 1877, 1519, 1926)
sidebar-title: शिव तत्व पर संगोष्ठी (609, 465, 735, 485)
table-header-cell: शाखा का नाम एवं उधारकर्ता का नाम (1185, 1814, 1238, 1836)
sidebar-text: 14 जनवरी को बस स्टैंड से महाकाल लोक तक शिव बरात (माल शैली) निकाली जाएगी। 15 जनवरी को रामघाट से डमरू वादन दल और 17 जनवरी को दुधवारिया से महाकाल लोक तक मलखंब दल अपनी प्रतिभा का प्रदर्शन करते चलेंगे। (609, 368, 770, 456)
inspection-photo (969, 982, 1333, 1122)
story-mahakal (35, 76, 773, 913)
byline-mobile: मो.नं. 7000811267 (786, 1003, 873, 1015)
table-row (1173, 1836, 1519, 1877)
mayor-crowd-illustration (35, 1073, 587, 1398)
masthead-region-b: देवास-आगर-उज्जैन-खंडवा (783, 23, 1081, 58)
story-body: में वाहन पार्किंग की सुविधा कार्ययोजना में शामिल करने के निर्देश दिए। भूखी माता मंदिर के निरीक्षण के दौरान यहां शाला,भोजन, पार्किंग और शौचालय सुविधा,भूखी माता मंदिर पहुंच मार्ग का थोड़ा आगे से निर्माण करने को कार्ययोजना में शामिल करने के निर्देश दिए। (1155, 1132, 1333, 1246)
boi-title: ई-नीलामी द्वारा वाहन विक्रय सूचना (ई-नीलामी तिथि 28.01.2026) (1239, 1801, 1452, 1810)
mpbdc-email: E-mail : eine.mpbdc@mp.gov.in, dgmhqmpbdc@gmail.com (307, 1822, 550, 1832)
icici-branch: शाखा कार्यालय : आईसीआईसीआई बैंक लि. आंचलिक कार्यालय 4, छोटी खजरानी मालवा परिसर, ए.बी. रोड, इंदौर- 452008 (759, 1777, 1134, 1799)
byline-name: पीपुल्स संवाददाता (598, 1318, 674, 1332)
mpbdc-works-list (226, 1889, 588, 2165)
table-header-cell: क्र. (1173, 1814, 1186, 1836)
list-item: 12. Renovation Upgradation and New Construction work at Govt. College, Datia Dist. Datia M.P. (2nd Call) PAC:- Rs. 408.84 Lakhs (226, 2122, 572, 2142)
story-body: खातेगांव ब्लॉक के ग्राम लकड़ानी में ओपन कबड्डी प्रतियोगिता आयोजित की गई। इसमें देवास, हरदा एवं सीहोर जिले की करीब 50 टीमों ने भाग लिया। खातेगांव जनपद पंचायत की ग्राम पंचायत निवारदी के सरपंच सौभागसिंह इवने ने बताया कि समस्त ग्रामीणों के सहयोग से राष्ट्रीय खेल कबड्डी की यहां प्रतियोगिता आयोजित की गई। इसमें प्रथम पुरस्कार 11001 रुपए, द्वितीय पुरस्कार 7001 रुपए, तृतीय पुरस्कार 5001 रुपए एवं चतुर्थ पुरस्कार 3001 रुपए रखा गया था। (598, 1362, 769, 1560)
icici-footer: ऑनलाइन नीलामी हमारी नीलामी एजेंसी मेसर्स नेक्सजेन सॉल्यूशंस प्राइवेट लिमिटेड की वेबसाइट (URL Link-https://disposalhub.com) पर संचालित होगी। संभावित बोलीदाताओं को उपर्युक्त संपत्ति के निरीक्षण की तिथि पर संपर्क करने की सलाह दी जाती है। मेसर्स बैंगलुरु लेंड स्टोरेज प्राइवेट लिमिटेड, 2. ऑगियो एसेट्स मैनेजमेंट प्राइवेट लिमिटेड, 3. मैट्रिक्स बिज़नेस सर्विसेज़ इंडिया प्राइवेट लिमिटेड, 4. जिनिया कॉरपोरेट प्राइवेट लिमिटेड। बिक्री की विस्तृत नियम एवं शर्तों के लिए कृपया www.icicibank.com/n4p4s पर संपर्क करें। (602, 2016, 1144, 2046)
story-body (410, 546, 593, 913)
table-cell: फरवरी 18, 2026 को सुबह 11:30 बजे से (1109, 1968, 1158, 2013)
table-cell: 1. (603, 1924, 619, 1968)
story-paragraph: महापौर ने सर्वप्रथम चामुंडा माता स्थित पीएचई विभाग के कंट्रोल रूम पर पहुंचकर जो (35, 1604, 209, 1650)
table-header-row (603, 1910, 1158, 1924)
list-item: 3. Renovation Upgradation and New Construction work at Govt. College Nepanagar Dist. Burhanpur M.P. PAC:- Rs. 563.63 Lakhs (226, 1934, 587, 1954)
list-item: 11. Renovation Upgradation and New Construction work at Govt. College, Dist. Alirajpur M.P. (2nd Call) PAC:- Rs. 415.75 Lakhs (226, 2100, 584, 2120)
mptdc-date: दिनांक : 07.01.2026 (1422, 1474, 1519, 1486)
mpbdc-intro: Madhya Pradesh Building Development Corporation Limited (MPBDC) Bhopal invites online tenders for the following works :- (226, 1864, 562, 1887)
mptdc-madhyam: म.प्र. माध्यम/123866/2026 (1174, 1615, 1290, 1626)
table-header-cell: संपत्ति निरीक्षण की तिथि व समय (1046, 1876, 1109, 1910)
story-road-safety (35, 1770, 215, 2346)
table-cell (912, 1968, 977, 2013)
story-body: उज्जैन। पुलिस ने 1 से 31 जनवरी तक सड़क सुरक्षा, जीवन रक्षा के तहत हरिफाटक चौराहा पर विशेष वाहन चेकिंग अभियान चलाया। इस दौरान पुलिस ने नियमों का उल्लंघन करने वाले वाहनों के विरुद्ध मोटर व्हीकल एक्ट के तहत कार्रवाई की। 45 चार पहिया वाहनों के शीशों पर अवैध रूप से लगी ब्लैक फिल्म को मौके पर ही हटवाया एवं संबंधित वाहन स्वामियों के विरुद्ध प्रत्येक वाहन पर 500 रुपए की चालानी कार्रवाई की गई। इसी तरह चेकिंग के दौरान 14 वाहनों में अवैध हूटर पाए गए, जिन्हें मौके पर ही हटवाया गया तथा संबंधित पर 1 हजार रुपए के चालान काटे गए। चेकिंग में 35 वाहनों में मोटरयान नियमों के विपरीत गलत नंबर प्लेट पाई गई, जिनके विरुद्ध प्रत्येक वाहन पर 500 रुपए की चालानी कार्रवाई की गई। (35, 1853, 215, 2136)
table-body (1173, 1836, 1519, 2006)
table-header-cell: (सी) (748, 1910, 912, 1924)
